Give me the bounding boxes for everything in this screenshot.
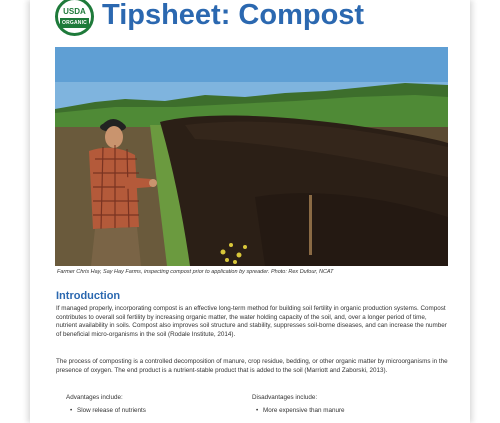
usda-organic-seal [55,0,94,36]
bullet-icon: • [256,407,259,414]
tipsheet-page [30,0,470,423]
section-heading-introduction: Introduction [56,290,121,302]
bullet-icon: • [70,407,73,414]
photo-caption: Farmer Chris Hay, Say Hay Farms, inspecting compost prior to application by spreader. Photo: Rex Dufour, NCAT [57,269,334,275]
advantages-item-text: Slow release of nutrients [77,407,146,414]
disadvantages-item-text: More expensive than manure [263,407,345,414]
page-title: Tipsheet: Compost [102,0,365,31]
advantages-item [70,406,146,415]
intro-paragraph-1: If managed properly, incorporating compost is an effective long-term method for building soil fertility in organic production systems. Compost contributes to overall soil fertility by increasing organic matter, the water holding capacity of the soil, and, over a longer period of time, nutrient availability in soils. Compost also improves soil structure and stability, suppresses soil-borne diseases, and can increase the number of beneficial micro-organisms in the soil (Rodale Institute, 2014). [56,305,447,338]
advantages-label: Advantages include: [66,394,123,401]
disadvantages-item [256,406,345,415]
intro-paragraph-2: The process of composting is a controlled decomposition of manure, crop residue, bedding, or other organic matter by microorganisms in the presence of oxygen. The end product is a nutrient-stable product that is added to the soil (Marriott and Zaborski, 2013). [56,358,448,374]
disadvantages-label: Disadvantages include: [252,394,318,401]
compost-photo [55,47,448,266]
seal-organic-band: ORGANIC [61,20,87,26]
seal-usda-text: USDA [63,7,86,16]
